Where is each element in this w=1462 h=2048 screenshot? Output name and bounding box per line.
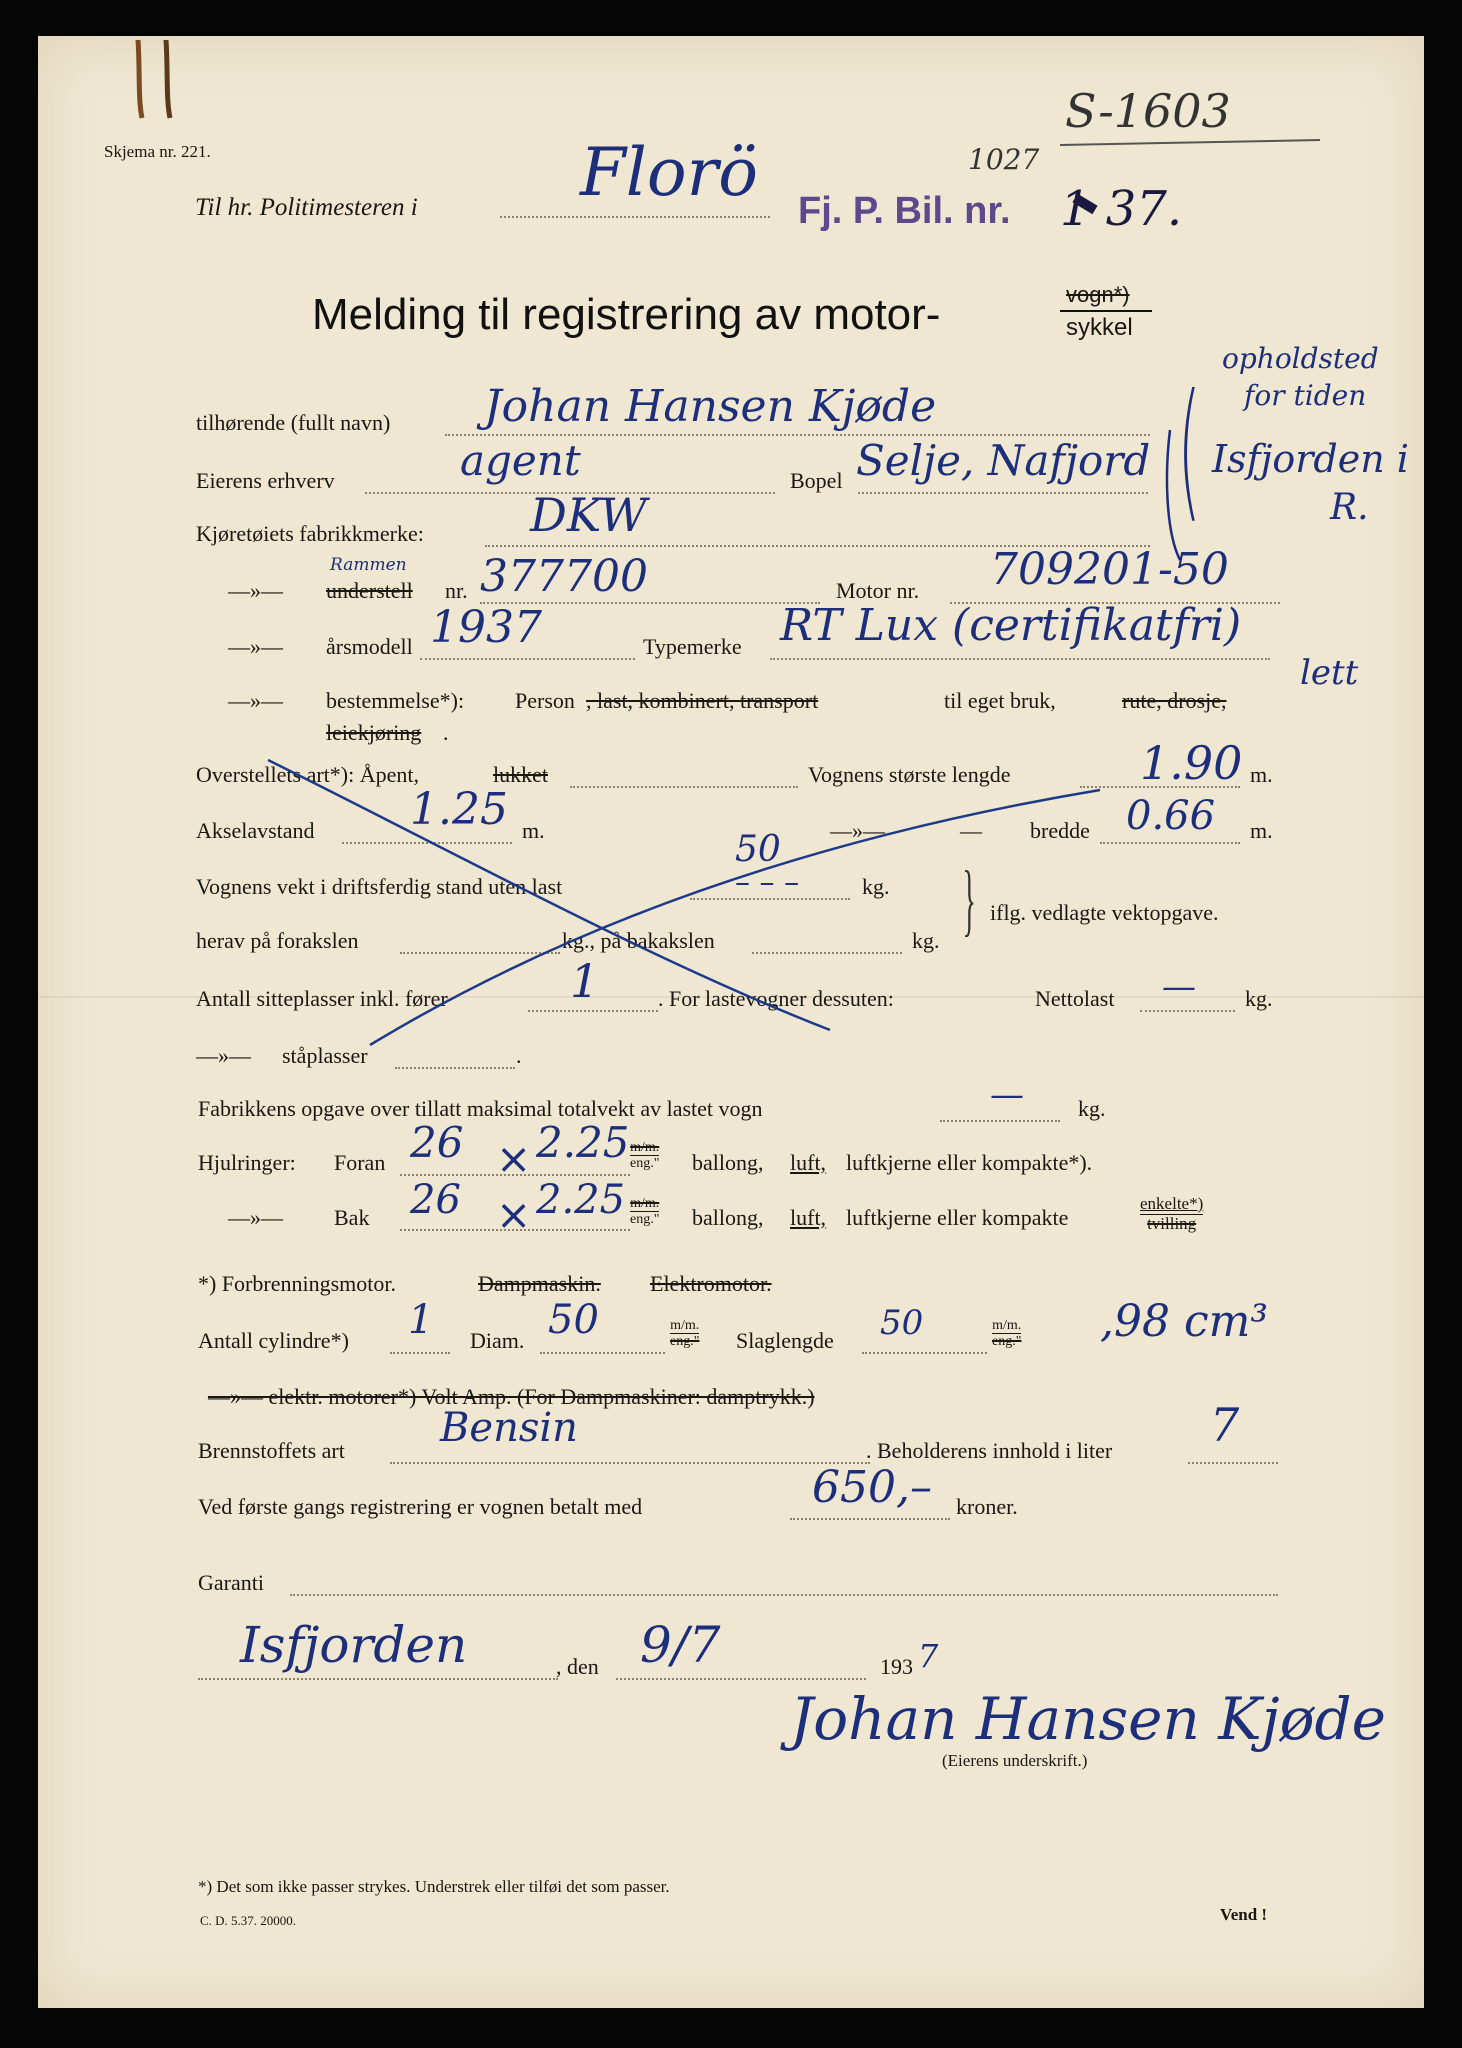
- rear-axle-line: [752, 952, 902, 954]
- width-line: [1100, 842, 1240, 844]
- tires-front-size: 26: [410, 1118, 464, 1167]
- displacement: ,98 cm³: [1100, 1296, 1268, 1347]
- tires-rear-size: 26: [410, 1177, 461, 1223]
- front-axle-line: [400, 952, 560, 954]
- fuel-motor: *) Forbrenningsmotor.: [198, 1271, 396, 1296]
- tires-label: Hjulringer:: [198, 1150, 296, 1175]
- side-note-line-3: Isfjorden i: [1212, 437, 1409, 481]
- print-code: C. D. 5.37. 20000.: [200, 1913, 297, 1928]
- stroke-unit: m/m. eng.": [992, 1318, 1022, 1350]
- weight-label: Vognens vekt i driftsferdig stand uten last: [196, 874, 563, 899]
- standing-period: .: [516, 1043, 522, 1068]
- price: 650,–: [812, 1462, 932, 1513]
- tires-rear-luft: luft,: [790, 1205, 827, 1230]
- cargo-label: . For lastevogner dessuten:: [658, 986, 894, 1011]
- sign-date: 9/7: [640, 1616, 721, 1674]
- standing-line: [395, 1067, 515, 1069]
- title-fraction-bar: [1060, 310, 1152, 312]
- rear-axle-unit: kg.: [912, 928, 940, 953]
- motor-nr-label: Motor nr.: [836, 578, 920, 603]
- tires-front-rest: luftkjerne eller kompakte*).: [846, 1150, 1093, 1175]
- weight-dashes: – – –: [735, 865, 800, 900]
- guarantee-line: [290, 1594, 1278, 1596]
- tank-line: [1188, 1462, 1278, 1464]
- fuel-line: [390, 1462, 870, 1464]
- wheelbase-label: Akselavstand: [196, 818, 315, 843]
- diam-unit: m/m. eng.": [670, 1318, 700, 1350]
- year-printed: 193: [880, 1654, 913, 1679]
- ditto-5: —»—: [196, 1043, 251, 1068]
- weight-unit: kg.: [862, 874, 890, 899]
- stroke: 50: [880, 1303, 924, 1343]
- width: 0.66: [1126, 793, 1216, 839]
- price-label: Ved første gangs registrering er vognen betalt med: [198, 1494, 643, 1519]
- occupation-label: Eierens erhverv: [196, 468, 335, 493]
- diam-label: Diam.: [470, 1328, 525, 1353]
- form-title: Melding til registrering av motor-: [312, 290, 941, 339]
- ditto-1: —»—: [228, 578, 283, 603]
- front-axle-label: herav på forakslen: [196, 928, 359, 953]
- type-line: [770, 658, 1270, 660]
- tires-front-label: Foran: [334, 1150, 386, 1175]
- tires-rear-label: Bak: [334, 1205, 370, 1230]
- ditto-4: —»—: [830, 818, 885, 843]
- tires-rear-width: 2.25: [536, 1177, 626, 1223]
- seats: 1: [570, 954, 600, 1008]
- model-year: 1937: [430, 602, 542, 653]
- tires-front-width: 2.25: [536, 1118, 630, 1167]
- chassis-nr-label: nr.: [445, 578, 468, 603]
- tires-front-times: ×: [496, 1134, 532, 1183]
- net-load-label: Nettolast: [1035, 986, 1115, 1011]
- model-year-label: årsmodell: [326, 634, 413, 659]
- purpose-text: til eget bruk,: [944, 688, 1056, 713]
- owner-name: Johan Hansen Kjøde: [484, 381, 937, 432]
- cylinders-label: Antall cylindre*): [198, 1328, 349, 1353]
- addressee: Til hr. Politimesteren i: [195, 194, 418, 221]
- stamp-number: 1 37.: [1060, 181, 1183, 237]
- weight: 50: [735, 829, 781, 870]
- wheelbase-line: [342, 842, 512, 844]
- currency-label: kroner.: [956, 1494, 1018, 1519]
- electric-motor-line-struck: —»— elektr. motorer*) Volt Amp. (For Dampmaskiner: damptrykk.): [208, 1384, 815, 1409]
- max-weight-line: [940, 1120, 1060, 1122]
- purpose-struck-2: rute, drosje,: [1122, 688, 1227, 713]
- side-note-line-2: for tiden: [1244, 379, 1367, 412]
- purpose-struck-3: leiekjøring: [326, 720, 422, 745]
- seats-label: Antall sitteplasser inkl. fører: [196, 986, 448, 1011]
- make: DKW: [530, 488, 647, 542]
- model-year-line: [420, 658, 635, 660]
- place-line: [500, 216, 770, 218]
- date-line: [616, 1678, 866, 1680]
- cylinders: 1: [408, 1297, 434, 1343]
- tires-front-luft: luft,: [790, 1150, 827, 1175]
- purpose-end-period: .: [443, 720, 449, 745]
- residence: Selje, Nafjord: [856, 436, 1151, 485]
- owner-signature: Johan Hansen Kjøde: [790, 1685, 1386, 1753]
- place-date-line: [198, 1678, 558, 1680]
- length-unit: m.: [1250, 762, 1273, 787]
- police-stamp: Fj. P. Bil. nr.: [798, 190, 1011, 232]
- tires-rear-unit: m/m. eng.": [630, 1196, 660, 1228]
- net-load-unit: kg.: [1245, 986, 1273, 1011]
- price-line: [790, 1518, 950, 1520]
- diam-line: [540, 1352, 665, 1354]
- stroke-label: Slaglengde: [736, 1328, 834, 1353]
- upper-number: 1027: [968, 143, 1040, 176]
- side-note-line-4: R.: [1330, 487, 1369, 528]
- residence-line: [858, 492, 1148, 494]
- purpose-person: Person: [515, 688, 575, 713]
- max-weight-label: Fabrikkens opgave over tillatt maksimal totalvekt av lastet vogn: [198, 1096, 763, 1121]
- net-load-line: [1140, 1010, 1235, 1012]
- tank: 7: [1210, 1398, 1240, 1452]
- title-option-kept: sykkel: [1066, 314, 1133, 341]
- purpose-label: bestemmelse*):: [326, 688, 465, 713]
- form-number: Skjema nr. 221.: [104, 142, 211, 161]
- stroke-line: [862, 1352, 987, 1354]
- side-note-line-1: opholdsted: [1222, 342, 1379, 375]
- length: 1.90: [1140, 736, 1243, 790]
- sign-place: Isfjorden: [240, 1616, 468, 1674]
- make-label: Kjøretøiets fabrikkmerke:: [196, 521, 424, 546]
- occupation: agent: [460, 436, 581, 485]
- chassis-inserted: Rammen: [330, 555, 407, 575]
- tank-label: . Beholderens innhold i liter: [866, 1438, 1113, 1463]
- width-label: bredde: [1030, 818, 1090, 843]
- tires-rear-times: ×: [496, 1190, 532, 1239]
- weight-brace: }: [962, 856, 976, 944]
- turn-over: Vend !: [1220, 1905, 1268, 1924]
- body-struck: lukket: [493, 762, 548, 787]
- width-unit: m.: [1250, 818, 1273, 843]
- owner-name-label: tilhørende (fullt navn): [196, 410, 391, 435]
- fuel-label: Brennstoffets art: [198, 1438, 345, 1463]
- length-label: Vognens største lengde: [808, 762, 1011, 787]
- standing-label: ståplasser: [282, 1043, 368, 1068]
- signature-label: (Eierens underskrift.): [942, 1751, 1088, 1770]
- ditto-3: —»—: [228, 688, 283, 713]
- den-label: , den: [556, 1654, 599, 1679]
- body-label: Overstellets art*): Åpent,: [196, 762, 419, 787]
- motor-nr: 709201-50: [990, 544, 1229, 595]
- ditto-2: —»—: [228, 634, 283, 659]
- wheelbase-unit: m.: [522, 818, 545, 843]
- tires-rear-ballong: ballong,: [692, 1205, 764, 1230]
- place-handwritten: Florö: [580, 134, 758, 211]
- type-label: Typemerke: [643, 634, 742, 659]
- max-weight: —: [990, 1075, 1024, 1115]
- diam: 50: [548, 1297, 599, 1343]
- width-dash: —: [960, 818, 982, 843]
- chassis-nr: 377700: [480, 551, 648, 602]
- weight-note: iflg. vedlagte vektopgave.: [990, 900, 1219, 925]
- top-reference: S-1603: [1065, 84, 1231, 138]
- tires-rear-option: enkelte*) tvilling: [1140, 1194, 1204, 1233]
- year-handwritten: 7: [918, 1637, 939, 1675]
- purpose-note: lett: [1300, 653, 1359, 693]
- fuel: Bensin: [440, 1405, 578, 1451]
- footnote: *) Det som ikke passer strykes. Understrek eller tilføi det som passer.: [198, 1877, 670, 1896]
- ditto-6: —»—: [228, 1205, 283, 1230]
- tires-front-unit: m/m. eng.": [630, 1140, 660, 1172]
- seats-line: [528, 1010, 658, 1012]
- residence-label: Bopel: [790, 468, 843, 493]
- electric-struck: Elektromotor.: [650, 1271, 772, 1296]
- rear-axle-label: kg., på bakakslen: [562, 928, 715, 953]
- net-load: —: [1162, 967, 1196, 1007]
- steam-struck: Dampmaskin.: [478, 1271, 601, 1296]
- tires-front-ballong: ballong,: [692, 1150, 764, 1175]
- max-weight-unit: kg.: [1078, 1096, 1106, 1121]
- type: RT Lux (certifikatfri): [780, 600, 1242, 651]
- cylinders-line: [390, 1352, 450, 1354]
- guarantee-label: Garanti: [198, 1570, 264, 1595]
- title-option-struck: vogn*): [1066, 282, 1130, 307]
- side-note-brace: (: [1177, 363, 1201, 537]
- wheelbase: 1.25: [410, 784, 508, 835]
- chassis-struck: understell: [326, 578, 413, 603]
- purpose-struck-1: , last, kombinert, transport: [586, 688, 819, 713]
- tires-rear-rest: luftkjerne eller kompakte: [846, 1205, 1069, 1230]
- body-line: [570, 786, 798, 788]
